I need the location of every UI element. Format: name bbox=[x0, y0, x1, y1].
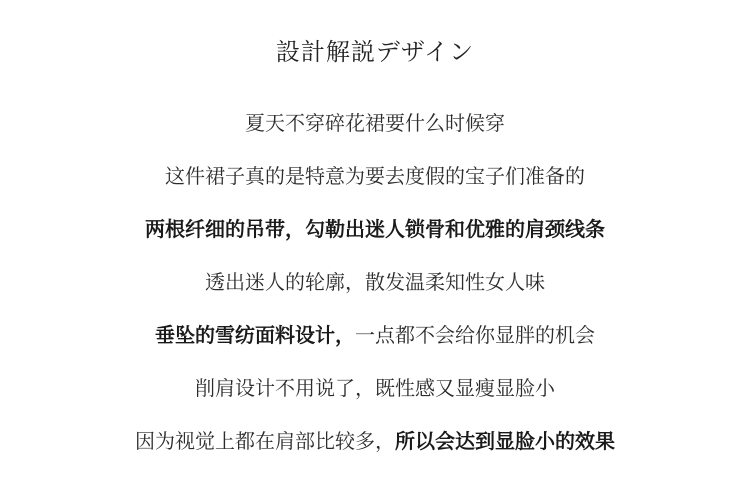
line-text-bold: 垂坠的雪纺面料设计， bbox=[155, 323, 355, 347]
line-text-bold: 所以会达到显脸小的效果 bbox=[395, 429, 615, 453]
line-text: 两根纤细的吊带，勾勒出迷人锁骨和优雅的肩颈线条 bbox=[145, 217, 605, 241]
page-title: 設計解説デザイン bbox=[275, 38, 475, 66]
line-text: 透出迷人的轮廓，散发温柔知性女人味 bbox=[205, 270, 545, 294]
description-line bbox=[0, 108, 750, 138]
description-line bbox=[0, 373, 750, 403]
line-text: 因为视觉上都在肩部比较多， bbox=[135, 429, 395, 453]
line-text: 夏天不穿碎花裙要什么时候穿 bbox=[245, 111, 505, 135]
description-line-bold bbox=[0, 214, 750, 244]
line-text: 削肩设计不用说了，既性感又显瘦显脸小 bbox=[195, 376, 555, 400]
line-text: 这件裙子真的是特意为要去度假的宝子们准备的 bbox=[165, 164, 585, 188]
description-line bbox=[0, 161, 750, 191]
line-text: 一点都不会给你显胖的机会 bbox=[355, 323, 595, 347]
description-line bbox=[0, 267, 750, 297]
description-line bbox=[0, 320, 750, 350]
description-line bbox=[0, 426, 750, 456]
